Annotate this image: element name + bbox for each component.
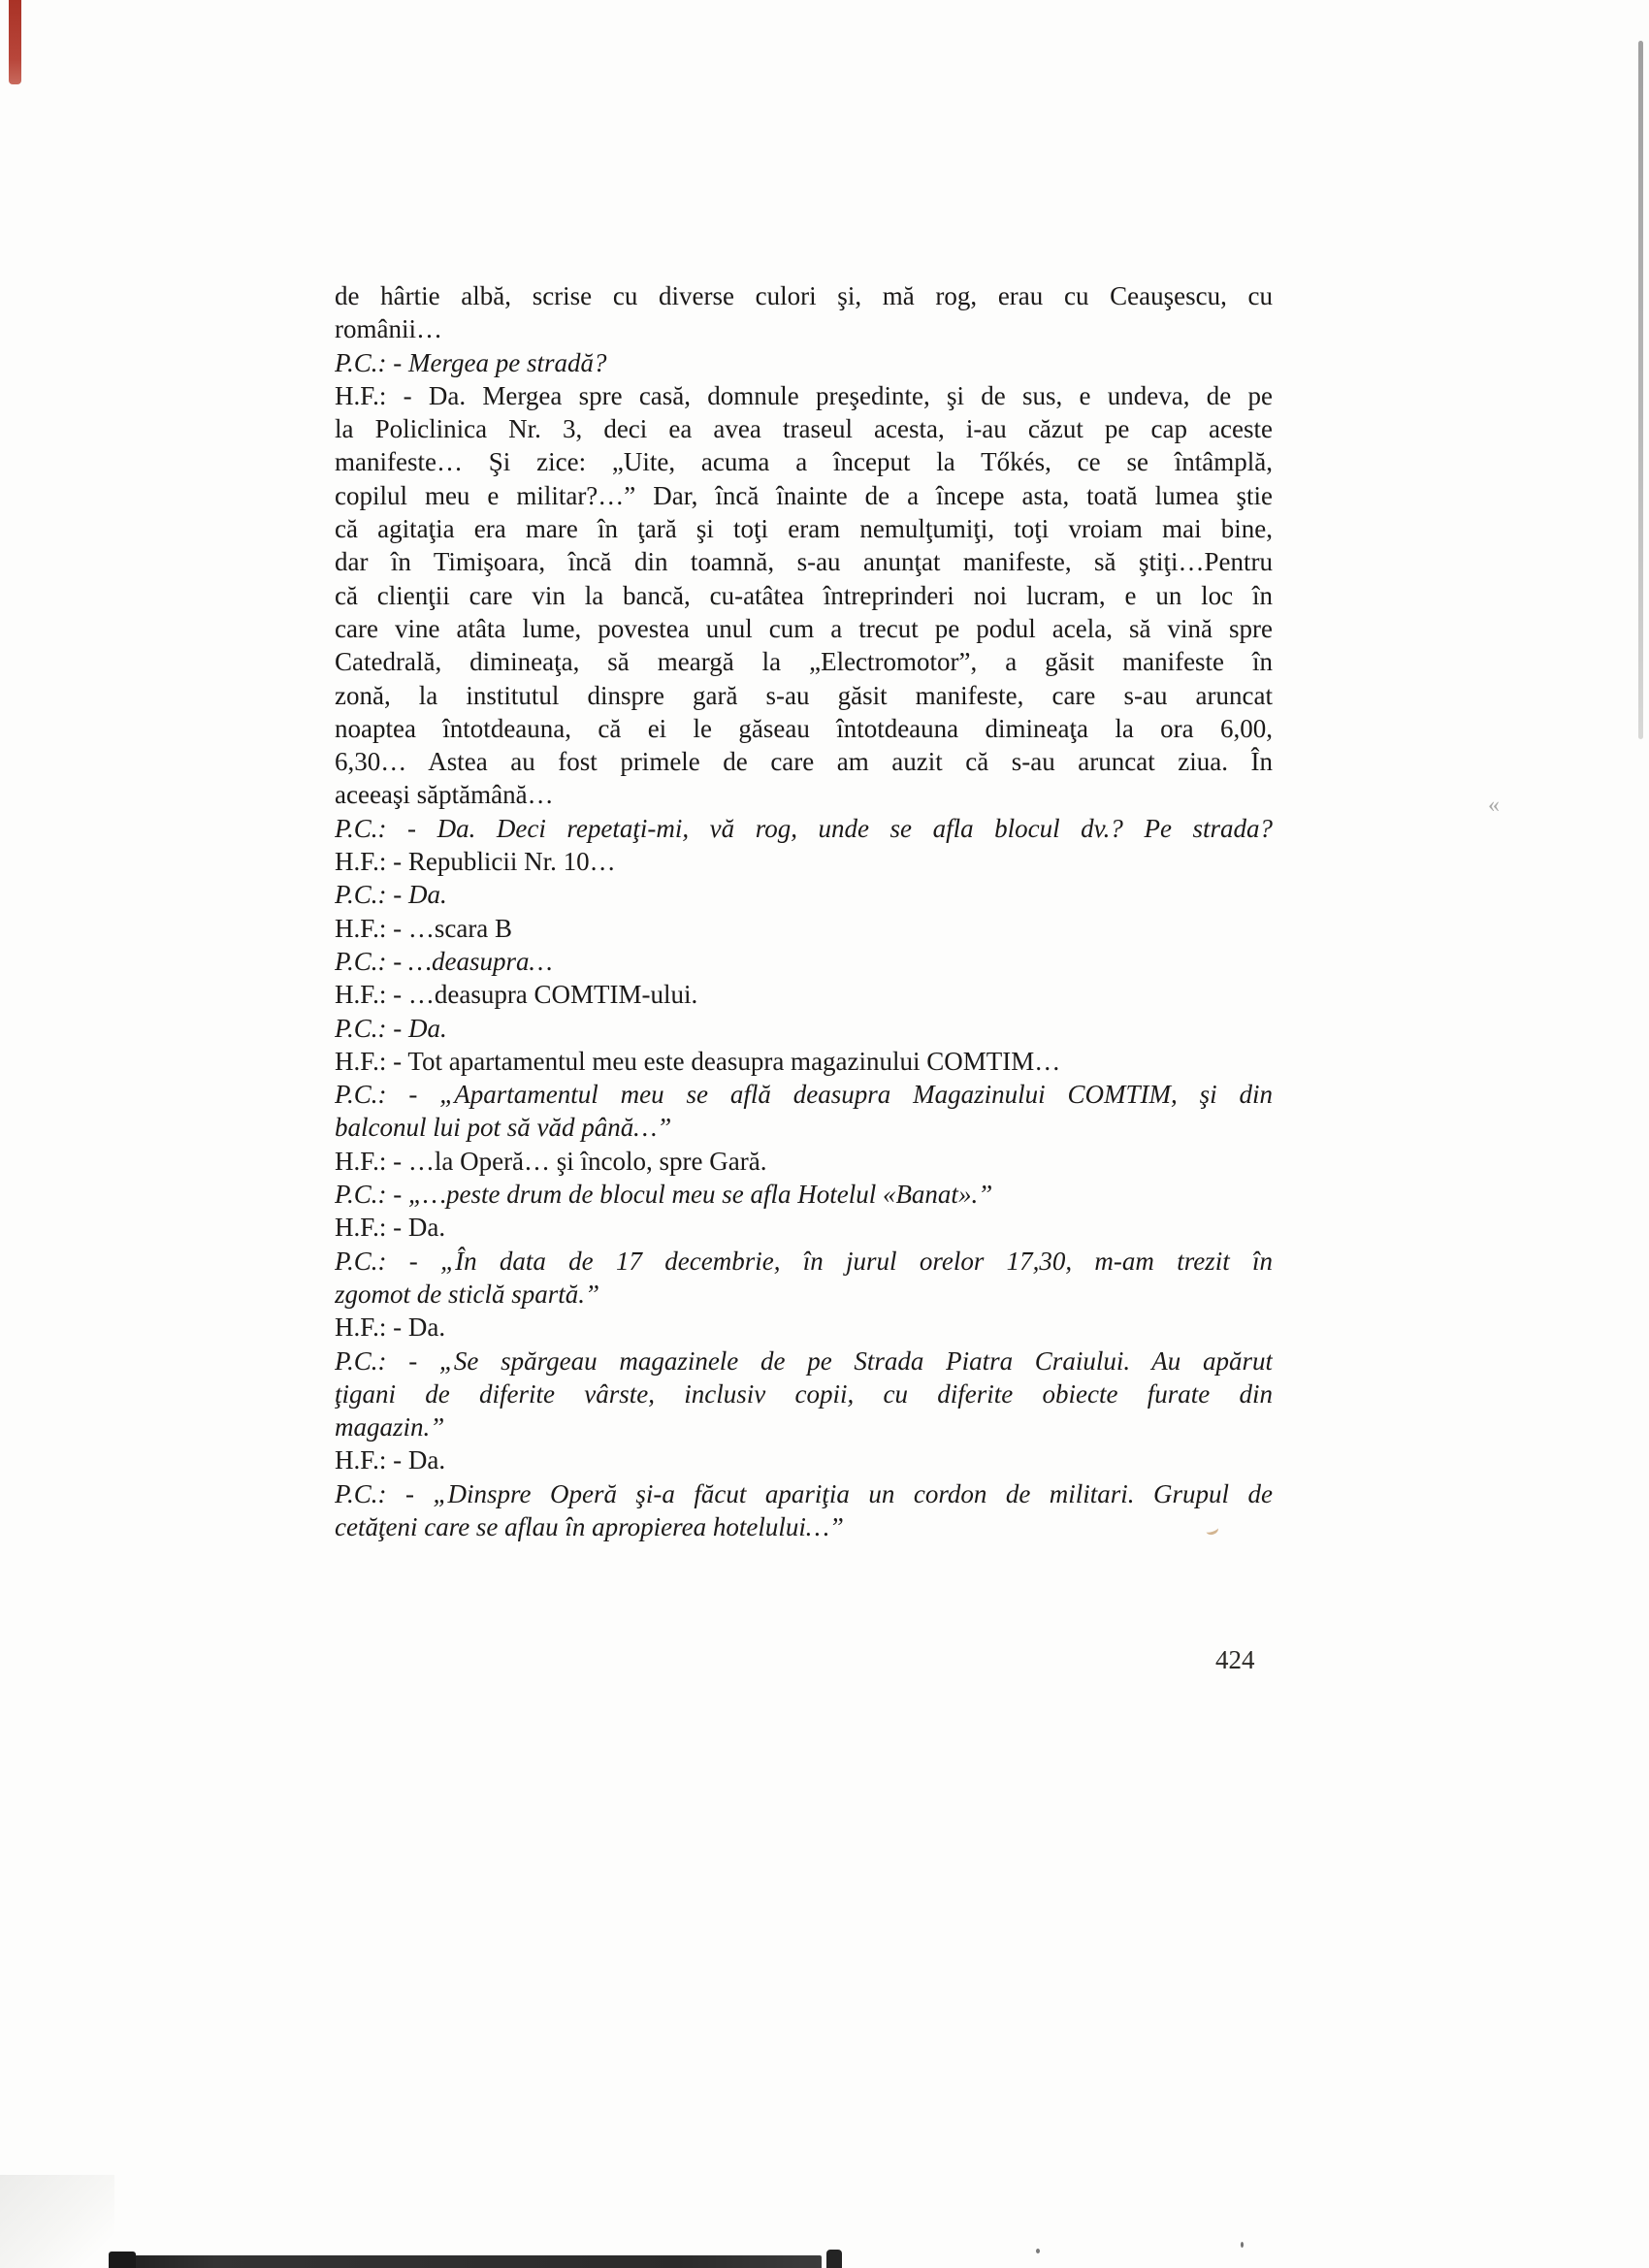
- text-line: H.F.: - Tot apartamentul meu este deasupra magazinului COMTIM…: [335, 1046, 1061, 1076]
- text-line: noaptea întotdeauna, că ei le găseau întotdeauna dimineaţa la ora 6,00,: [335, 713, 1273, 743]
- text-line: ţigani de diferite vârste, inclusiv copii, cu diferite obiecte furate din: [335, 1378, 1273, 1409]
- text-line: H.F.: - Da.: [335, 1445, 446, 1475]
- text-line: Catedrală, dimineaţa, să meargă la „Electromotor”, a găsit manifeste în: [335, 647, 1273, 677]
- text-line: că clienţii care vin la bancă, cu-atâtea întreprinderi noi lucram, e un loc în: [335, 580, 1273, 610]
- text-line: zgomot de sticlă spartă.”: [335, 1279, 600, 1309]
- text-line: P.C.: - Da.: [335, 880, 447, 910]
- text-line: zonă, la institutul dinspre gară s-au găsit manifeste, care s-au aruncat: [335, 680, 1273, 710]
- scan-artifact-bottom-streak-head: [109, 2252, 136, 2268]
- text-line: copilul meu e militar?…” Dar, încă înainte de a începe asta, toată lumea ştie: [335, 480, 1273, 510]
- text-line: de hârtie albă, scrise cu diverse culori şi, mă rog, erau cu Ceauşescu, cu: [335, 281, 1273, 310]
- text-line: P.C.: - …deasupra…: [335, 946, 553, 976]
- text-line: cetăţeni care se aflau în apropierea hotelului…”: [335, 1511, 844, 1541]
- body-text: [335, 279, 1273, 1543]
- text-line: P.C.: - Da. Deci repetaţi-mi, vă rog, unde se afla blocul dv.? Pe strada?: [335, 813, 1273, 843]
- text-line: dar în Timişoara, încă din toamnă, s-au anunţat manifeste, să ştiţi…Pentru: [335, 547, 1273, 577]
- text-line: balconul lui pot să văd până…”: [335, 1113, 672, 1143]
- text-line: P.C.: - „Dinspre Operă şi-a făcut apariţia un cordon de militari. Grupul de: [335, 1478, 1273, 1508]
- text-line: care vine atâta lume, povestea unul cum a trecut pe podul acela, să vină spre: [335, 613, 1273, 643]
- text-line: P.C.: - „…peste drum de blocul meu se afla Hotelul «Banat».”: [335, 1180, 993, 1210]
- text-line: 6,30… Astea au fost primele de care am auzit că s-au aruncat ziua. În: [335, 747, 1273, 777]
- text-line: P.C.: - „Se spărgeau magazinele de pe Strada Piatra Craiului. Au apărut: [335, 1345, 1273, 1376]
- scan-artifact-red-mark: [9, 0, 21, 84]
- text-line: P.C.: - Mergea pe stradă?: [335, 347, 607, 377]
- text-line: H.F.: - Republicii Nr. 10…: [335, 847, 616, 877]
- text-line: la Policlinica Nr. 3, deci ea avea traseul acesta, i-au căzut pe cap aceste: [335, 414, 1273, 444]
- scan-artifact-edge-line: [1638, 41, 1643, 739]
- scan-artifact-corner-shade: [0, 2175, 114, 2268]
- text-line: românii…: [335, 314, 442, 344]
- text-line: H.F.: - …la Operă… şi încolo, spre Gară.: [335, 1146, 767, 1176]
- text-line: că agitaţia era mare în ţară şi toţi eram nemulţumiţi, toţi vroiam mai bine,: [335, 514, 1273, 544]
- text-line: H.F.: - Da. Mergea spre casă, domnule preşedinte, şi de sus, e undeva, de pe: [335, 380, 1273, 410]
- scan-artifact-speck: [1241, 2242, 1244, 2248]
- text-line: P.C.: - Da.: [335, 1013, 447, 1043]
- page-number: 424: [1215, 1645, 1255, 1674]
- text-line: H.F.: - Da.: [335, 1213, 446, 1243]
- text-line: H.F.: - …deasupra COMTIM-ului.: [335, 980, 698, 1010]
- text-line: H.F.: - …scara B: [335, 913, 513, 943]
- text-line: magazin.”: [335, 1412, 445, 1442]
- text-line: H.F.: - Da.: [335, 1312, 446, 1343]
- text-line: manifeste… Şi zice: „Uite, acuma a început la Tőkés, ce se întâmplă,: [335, 447, 1273, 477]
- text-line: aceeaşi săptămână…: [335, 780, 554, 810]
- text-line: P.C.: - „Apartamentul meu se află deasupra Magazinului COMTIM, şi din: [335, 1080, 1273, 1110]
- scan-artifact-speck: [1036, 2249, 1040, 2253]
- text-line: P.C.: - „În data de 17 decembrie, în jurul orelor 17,30, m-am trezit în: [335, 1246, 1273, 1276]
- scan-artifact-bottom-blob: [826, 2250, 842, 2268]
- scan-artifact-margin-mark: «: [1488, 793, 1500, 818]
- scan-artifact-bottom-streak: [109, 2255, 822, 2268]
